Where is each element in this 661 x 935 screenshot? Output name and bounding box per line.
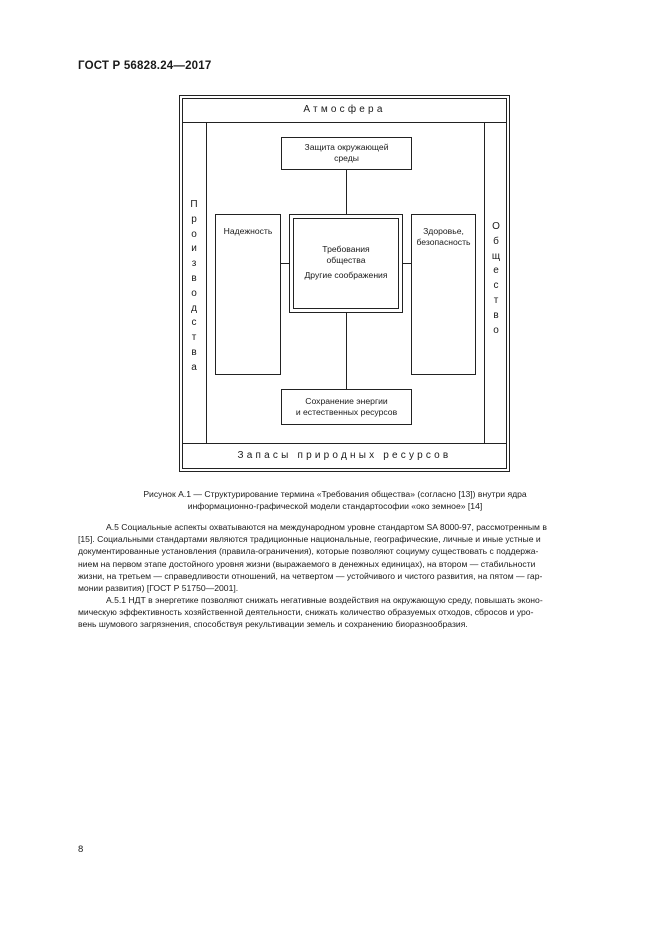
reliability-box: Надежность <box>215 214 281 375</box>
left-band-label: П р о и з в о д с т в а <box>190 199 198 373</box>
connector-top <box>346 169 347 214</box>
paragraph-a5: А.5 Социальные аспекты охватываются на международном уровне стандартом SA 8000-97, рассмотренным в [15]. Социальными стандартами являются традиционные национальные, географические, личные и иные устные и документированные установления (правила-ограничения), которые позволяют социуму существовать с поддержа- нием на первом этапе достойного уровня жизни (выражаемого в денежных единицах), на втором — стабильности жизни, на третьем — справедливости отношений, на четвертом — устойчивого и чистого развития, на пятом — гар- монии развития) [ГОСТ Р 51750—2001]. <box>78 522 547 594</box>
top-band-divider <box>182 122 507 123</box>
bottom-band-divider <box>182 443 507 444</box>
right-band-label: О б щ е с т в о <box>491 221 501 336</box>
bottom-band-label: Запасы природных ресурсов <box>237 450 452 461</box>
society-requirements-box: Требования общества Другие соображения <box>293 218 399 309</box>
top-band-label: Атмосфера <box>303 104 386 115</box>
paragraph-a51: А.5.1 НДТ в энергетике позволяют снижать негативные воздействия на окружающую среду, повышать эконо- мическую эффективность хозяйственной деятельности, снижать количество образуемых отходов, сбросов и уро- вень шумового загрязнения, способствуя рекультивации земель и сохранению биоразнообразия. <box>78 595 543 630</box>
health-safety-box: Здоровье, безопасность <box>411 214 476 375</box>
document-header: ГОСТ Р 56828.24—2017 <box>78 60 212 72</box>
left-band-divider <box>206 122 207 443</box>
connector-bottom <box>346 313 347 389</box>
environment-box: Защита окружающей среды <box>281 137 412 170</box>
connector-right <box>403 263 411 264</box>
figure-caption: Рисунок А.1 — Структурирование термина «Требования общества» (согласно [13]) внутри ядра информационно-графической модели стандартософии «око земное» [14] <box>143 489 527 512</box>
resources-box: Сохранение энергии и естественных ресурсов <box>281 389 412 425</box>
page-number: 8 <box>78 844 84 855</box>
connector-left <box>281 263 289 264</box>
right-band-divider <box>484 122 485 443</box>
